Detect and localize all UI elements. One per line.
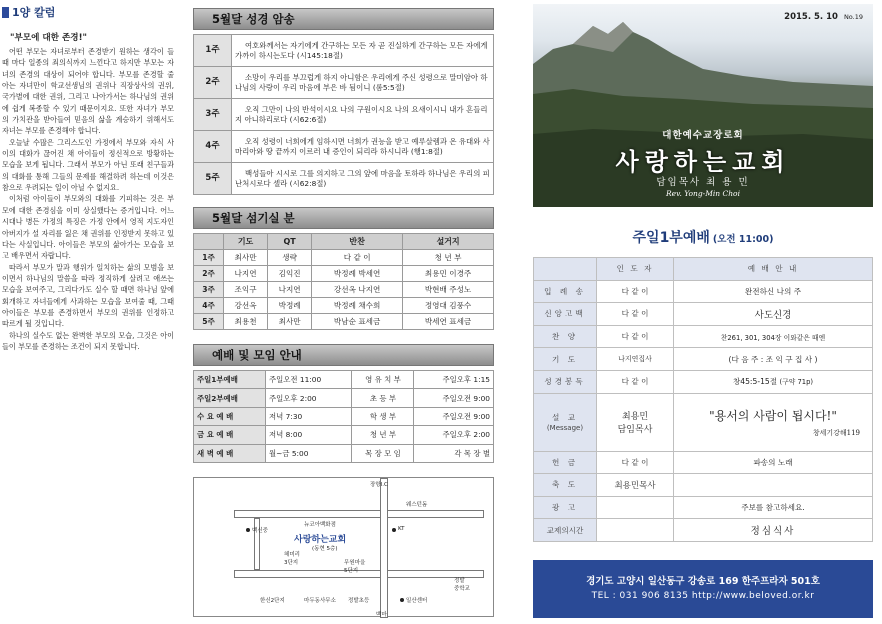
sermon-paragraph: 따라서 부모가 말과 행위가 일치하는 삶의 모범을 보이면서 하나님의 말씀을 따라 정직하게 살려고 애쓰는 모습을 보여주고, 그리다가도 실수 할 때면 하나님 앞에 회개하고 자녀들에게 사과하는 모습을 보여줄 때, 그때 아이들은 부모를 존경하면서 부모의 권위를 인정하고 따르게 될 것입니다. [2,262,174,329]
pastor-name: 담임목사 최 용 민 [656,177,750,188]
map-label: 마두동사무소 [304,597,336,604]
map-label: 중학교 [454,585,470,592]
table-cell: 박정례 박세연 [312,266,403,282]
table-row [194,314,494,330]
verse-text: 백성들아 시시로 그를 의지하고 그의 앞에 마음을 토하라 하나님은 우리의 피난처시로다 셀라 (시62:8절) [232,163,494,195]
verses-heading: 5월달 성경 암송 [193,8,494,30]
service-name: 금 요 예 배 [194,426,266,444]
column-header: 예 배 안 내 [674,258,873,281]
order-content: 주보를 참고하세요. [674,496,873,519]
column-header: 설거지 [403,234,494,250]
servers-table [193,233,494,330]
order-leader: 나지연집사 [597,348,674,371]
schedule-table [193,370,494,463]
order-label: 성경봉독 [534,370,597,393]
cover-image [533,4,873,207]
map-label: 뉴코아백화점 [304,521,336,528]
table-row [194,67,494,99]
order-leader: 다 같 이 [597,451,674,474]
week-cell: 1주 [194,250,224,266]
table-row [194,426,494,444]
map-road [380,478,388,618]
week-cell: 3주 [194,282,224,298]
sermon-body [2,46,174,352]
worship-name: 주일1부예배 [632,230,710,246]
table-row [534,519,873,542]
order-leader: 다 같 이 [597,370,674,393]
table-row [194,282,494,298]
order-content: 파송의 노래 [674,451,873,474]
week-cell: 4주 [194,131,232,163]
column-panel [2,4,174,620]
table-cell: 최사만 [268,314,312,330]
table-cell: 강선옥 나지연 [312,282,403,298]
table-cell: 김익진 [268,266,312,282]
week-cell: 5주 [194,163,232,195]
week-cell: 4주 [194,298,224,314]
date-text: 2015. 5. 10 [784,12,838,22]
group-time: 주일오후 1:15 [414,371,494,389]
order-content [674,370,873,393]
column-heading [2,4,174,20]
scripture-page: (구약 71p) [779,378,814,387]
map-road [234,510,484,518]
column-header [194,234,224,250]
order-content [674,474,873,497]
column-header: 반찬 [312,234,403,250]
service-time: 저녁 8:00 [266,426,352,444]
table-row [534,303,873,326]
column-header: 기도 [224,234,268,250]
map-label: 5단지 [344,567,359,574]
map-label: 장항I.C [370,481,388,488]
servers-heading: 5월달 섬기실 분 [193,207,494,229]
cover-panel [533,4,873,620]
table-cell: 박정례 채수희 [312,298,403,314]
group-name: 학 생 부 [352,407,414,425]
column-header: 인 도 자 [597,258,674,281]
table-header-row [194,234,494,250]
map-pin-icon [400,598,404,602]
map-label: 3단지 [284,559,299,566]
group-time: 각 목 장 별 [414,444,494,462]
verse-text: 소망이 우리를 부끄럽게 하지 아니함은 우리에게 주신 성령으로 말미암아 하나님의 사랑이 우리 마음에 부은 바 됨이니 (롬5:5절) [232,67,494,99]
table-cell: 다 같 이 [312,250,403,266]
sermon-label-sub: (Message) [546,424,584,433]
map-label: 일산센터 [406,597,428,604]
issue-number: No.19 [843,13,863,21]
sermon-paragraph: 하나의 실수도 없는 완벽한 부모의 모습, 그것은 아이들이 부모를 존경하는 조건이 되지 못합니다. [2,330,174,351]
sermon-label: 설 교 [551,413,579,423]
order-leader: 최용민목사 [597,474,674,497]
order-label [534,393,597,451]
sermon-title: "부모에 대한 존경!" [10,33,87,43]
issue-date [784,12,863,22]
scripture-ref: 창45:5-15절 [732,377,778,387]
table-cell: 나지연 [224,266,268,282]
worship-time: (오전 11:00) [712,234,774,245]
map-label: 헤미리 [284,551,300,558]
church-name: 사랑하는교회 [615,148,791,176]
service-name: 수 요 예 배 [194,407,266,425]
sermon-paragraph: 오늘날 수많은 그리스도인 가정에서 부모와 자식 사이의 대화가 끊어진 채 아이들이 정신적으로 방황하는 모습을 보게 됩니다. 그래서 부모가 아닌 또래 친구들과의 대화를 통해 그들의 문제를 해결하려 하는데 이것은 참으로 우려되는 일이 아닐 수 없지요. [2,137,174,193]
table-row [534,496,873,519]
schedule-heading: 예배 및 모임 안내 [193,344,494,366]
table-cell: 나지연 [268,282,312,298]
order-leader [597,393,674,451]
table-cell: 박세연 표세금 [403,314,494,330]
table-cell: 생략 [268,250,312,266]
sermon-ref: 창세기강해119 [812,428,860,437]
table-row [194,99,494,131]
map-label: 정발 [454,577,465,584]
table-row [534,370,873,393]
table-row [534,348,873,371]
table-cell [534,258,597,281]
order-leader [597,519,674,542]
map-label: 웨스턴돔 [406,501,428,508]
order-label: 교제의시간 [534,519,597,542]
table-cell: 조익구 [224,282,268,298]
order-label: 광 고 [534,496,597,519]
table-header-row [534,258,873,281]
table-row [194,163,494,195]
service-name: 주일1부예배 [194,371,266,389]
table-row [194,131,494,163]
order-label: 신앙고백 [534,303,597,326]
preacher-name: 최용민 [621,412,649,423]
church-address: 경기도 고양시 일산동구 강송로 169 한주프라자 501호 [586,576,820,587]
order-leader: 다 같 이 [597,303,674,326]
preacher-title: 담임목사 [617,425,653,436]
table-cell: 최사만 [224,250,268,266]
service-time: 저녁 7:30 [266,407,352,425]
worship-order-table [533,257,873,542]
order-leader: 다 같 이 [597,280,674,303]
week-cell: 1주 [194,35,232,67]
table-row [194,298,494,314]
verse-text: 오직 성령이 너희에게 임하시면 너희가 권능을 받고 예루살렘과 온 유대와 사마리아와 땅 끝까지 이르러 내 증인이 되리라 하시니라 (행1:8절) [232,131,494,163]
table-row [194,444,494,462]
map-road [234,570,484,578]
table-row [534,280,873,303]
pastor-name-en: Rev. Yong-Min Choi [666,189,740,198]
table-row [194,266,494,282]
church-contact: TEL : 031 906 8135 http://www.beloved.or.kr [591,591,815,601]
group-name: 초 등 부 [352,389,414,407]
column-title: 1양 칼럼 [12,6,56,19]
sermon-paragraph: 어떤 부모는 자녀로부터 존경받기 원하는 생각이 들 때 마다 일종의 죄의식까지 느낀다고 하지만 부모는 자녀의 존경의 대상이 되어야 합니다. 부모를 존경할 줄 아는 자녀만이 학교선생님의 권위나 직장상사의 권위, 국가별에 대한 권위, 그리고 나아가서는 하나님의 권위에 쉽게 복종할 수 있기 때문이지요. 또한 자녀가 부모의 가치관을 받아들여 믿음의 삶을 계승하기 위해서도 자녀는 부모를 존경해야 합니다. [2,47,174,136]
column-header: QT [268,234,312,250]
table-cell: 최용민 이경주 [403,266,494,282]
group-name: 청 년 부 [352,426,414,444]
table-row [194,407,494,425]
map-pin-icon [392,528,396,532]
table-cell: 청 년 부 [403,250,494,266]
map-label: 무원마을 [344,559,366,566]
order-content: 사도신경 [674,303,873,326]
map-label: 한신2단지 [260,597,285,604]
week-cell: 2주 [194,266,224,282]
week-cell: 2주 [194,67,232,99]
table-cell: 박남순 표세금 [312,314,403,330]
table-cell: 최용천 [224,314,268,330]
group-time: 주일오전 9:00 [414,407,494,425]
verse-text: 여호와께서는 자기에게 간구하는 모든 자 곧 진실하게 간구하는 모든 자에게 가까이 하시는도다 (시145:18절) [232,35,494,67]
group-time: 주일오후 2:00 [414,426,494,444]
footer [533,560,873,618]
week-cell: 3주 [194,99,232,131]
service-name: 새 벽 예 배 [194,444,266,462]
table-row [194,35,494,67]
service-time: 주일오전 11:00 [266,371,352,389]
map-label: KT [398,525,405,532]
map-label: 백마 [376,611,387,618]
order-content: 찬261, 301, 304장 이와같은 때엔 [674,325,873,348]
sermon-paragraph: 이처럼 아이들이 부모와의 대화를 기피하는 것은 부모에 대한 존경심을 이미 상실했다는 증거입니다. 어느 시대나 병든 가정의 특징은 가정 안에서 영적 지도자인 아버지가 설 자리를 잃은 채 권위를 인정받지 못하고 있다는 사실입니다. 아이들은 부모의 삶아가는 모습을 보고 배우면서 자랍니다. [2,194,174,261]
order-label: 헌 금 [534,451,597,474]
order-content: 완전하신 나의 주 [674,280,873,303]
service-name: 주일2부예배 [194,389,266,407]
verse-text: 오직 그만이 나의 반석이시요 나의 구원이시요 나의 요새이시니 내가 흔들리지 아니하리로다 (시62:6절) [232,99,494,131]
table-row [534,393,873,451]
order-label: 찬 양 [534,325,597,348]
order-content: 정심식사 [674,519,873,542]
table-cell: 강선옥 [224,298,268,314]
order-content: (다 음 주 : 조 익 구 집 사 ) [674,348,873,371]
order-label: 입 례 송 [534,280,597,303]
heading-marker-icon [2,7,9,18]
table-row [194,250,494,266]
table-cell: 박현배 주성노 [403,282,494,298]
order-leader: 다 같 이 [597,325,674,348]
table-row [534,451,873,474]
order-label: 기 도 [534,348,597,371]
map-label: (동현 5층) [312,545,338,552]
group-name: 목 장 모 임 [352,444,414,462]
group-name: 영 유 치 부 [352,371,414,389]
order-leader [597,496,674,519]
table-cell: 정영대 김풍수 [403,298,494,314]
verses-table [193,34,494,195]
table-row [534,325,873,348]
table-row [194,371,494,389]
week-cell: 5주 [194,314,224,330]
service-time: 주일오후 2:00 [266,389,352,407]
table-row [534,474,873,497]
location-map [193,477,494,617]
middle-panel [193,8,494,617]
order-label: 축 도 [534,474,597,497]
sermon-title-cell [674,393,873,451]
map-label: 정발초등 [348,597,370,604]
sermon-main-title: "용서의 사람이 됩시다!" [709,408,837,423]
map-label: 백신중 [252,527,268,534]
map-pin-icon [246,528,250,532]
table-cell: 박정례 [268,298,312,314]
worship-title [533,227,873,247]
group-time: 주일오전 9:00 [414,389,494,407]
map-church-label: 사랑하는교회 [294,534,347,545]
denomination: 대한예수교장로회 [662,130,744,141]
table-row [194,389,494,407]
service-time: 월~금 5:00 [266,444,352,462]
